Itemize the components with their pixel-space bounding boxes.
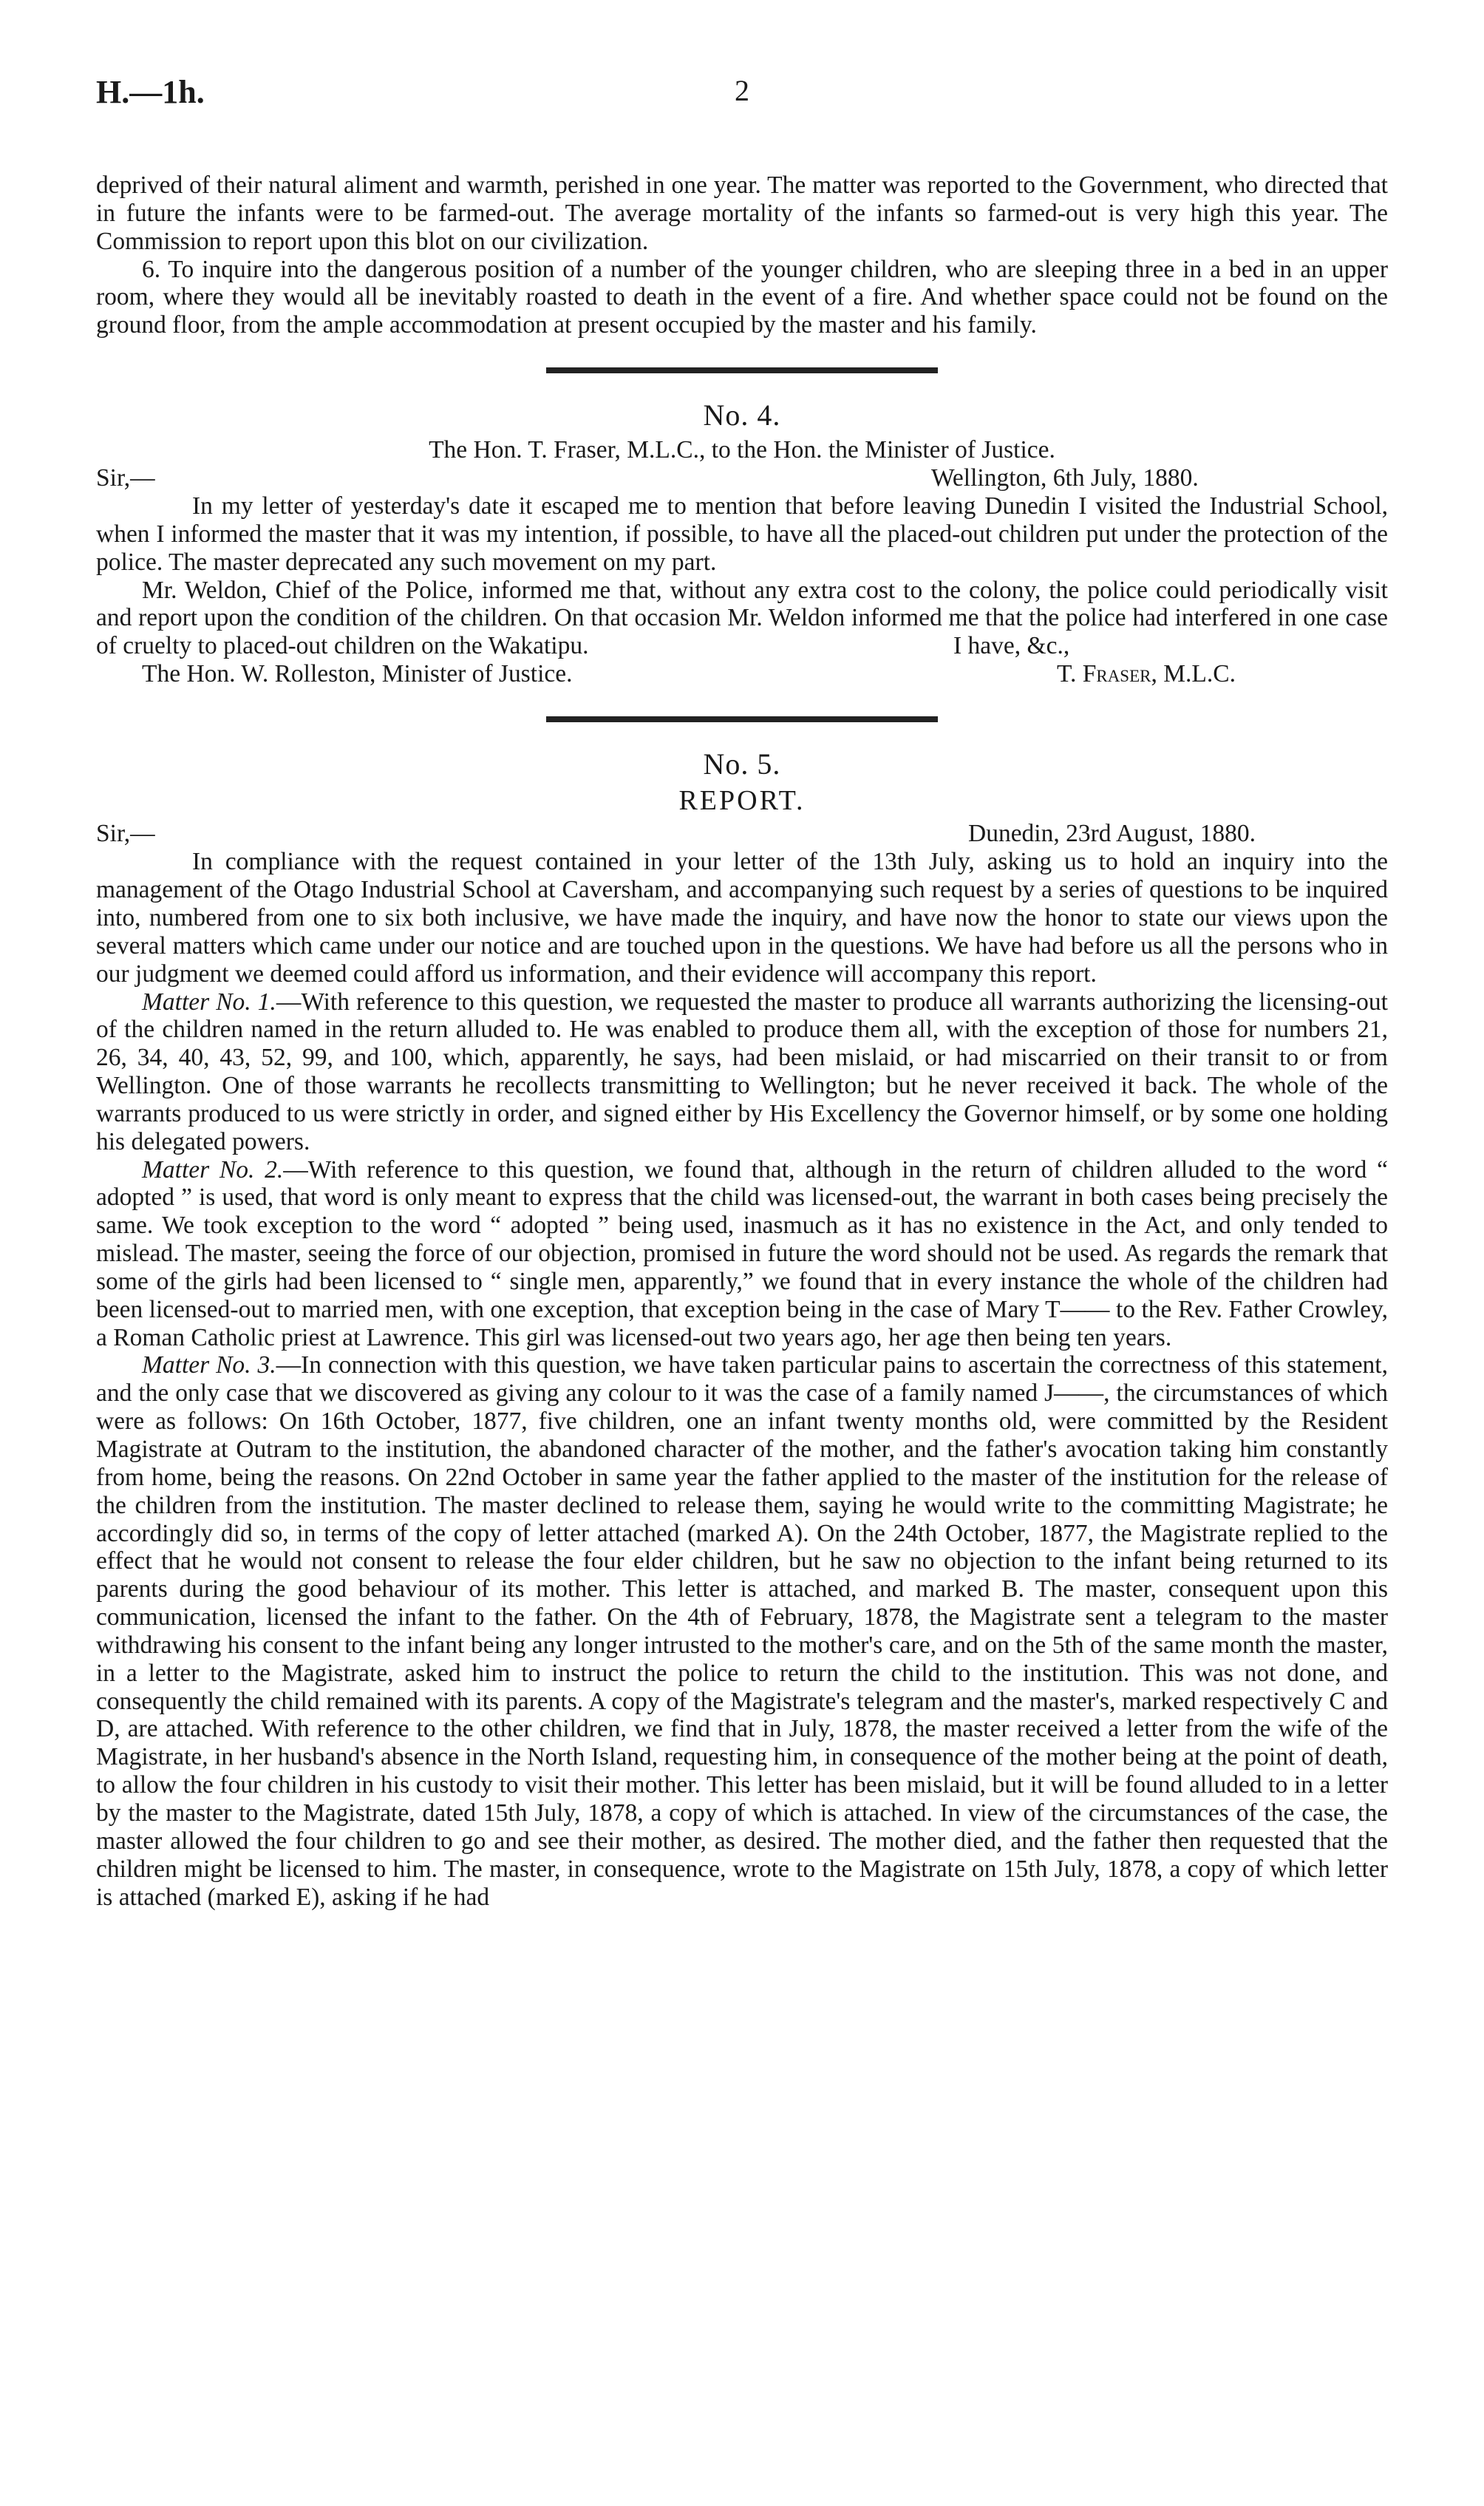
no4-closing-line	[96, 632, 1388, 660]
no4-closing: I have, &c.,	[953, 632, 1070, 660]
section-divider-2	[546, 716, 938, 722]
no4-paragraph-2: Mr. Weldon, Chief of the Police, informed me that, without any extra cost to the colony, the police could periodically visit and report upon the condition of the children. On that occasion Mr. Weldon informed me that the police had interfered in one case of cruelty to placed-out children on the Wakatipu.	[96, 576, 1388, 660]
intro-paragraph-2: 6. To inquire into the dangerous position of a number of the younger children, who are sleeping three in a bed in an upper room, where they would all be inevitably roasted to death in the event of a fire. And whether space could not be found on the ground floor, from the ample accommodation at present occupied by the master and his family.	[96, 255, 1388, 339]
no4-signature-line	[96, 660, 1388, 688]
matter-3-paragraph	[96, 1351, 1388, 1911]
matter-1-text: —With reference to this question, we requested the master to produce all warrants authorizing the licensing-out of the children named in the return alluded to. He was enabled to produce them all, with the exception of those for numbers 21, 26, 34, 40, 43, 52, 99, and 100, which, apparently, he says, had been mislaid, or had miscarried on their transit to or from Wellington. One of those warrants he recollects transmitting to Wellington; but he never received it back. The whole of the warrants produced to us were strictly in order, and signed either by His Excellency the Governor himself, or by some one holding his delegated powers.	[96, 988, 1388, 1155]
matter-3-text: —In connection with this question, we have taken particular pains to ascertain the correctness of this statement, and the only case that we discovered as giving any colour to it was the case of a family named J——, the circumstances of which were as follows: On 16th October, 1877, five children, one an infant twenty months old, were committed by the Resident Magistrate at Outram to the institution, the abandoned character of the mother, and the father's avocation taking him constantly from home, being the reasons. On 22nd October in same year the father applied to the master of the institution for the release of the children from the institution. The master declined to release them, saying he would write to the committing Magistrate; he accordingly did so, in terms of the copy of letter attached (marked A). On the 24th October, 1877, the Magistrate replied to the effect that he would not consent to release the four elder children, but he saw no objection to the infant being returned to its parents during the good behaviour of its mother. This letter is attached, and marked B. The master, consequent upon this communication, licensed the infant to the father. On the 4th of February, 1878, the Magistrate sent a telegram to the master withdrawing his consent to the infant being any longer intrusted to the mother's care, and on the 5th of the same month the master, in a letter to the Magistrate, asked him to instruct the police to return the child to the institution. This was not done, and consequently the child remained with its parents. A copy of the Magistrate's telegram and the master's, marked respectively C and D, are attached. With reference to the other children, we find that in July, 1878, the master received a letter from the wife of the Magistrate, in her husband's absence in the North Island, requesting him, in consequence of the mother being at the point of death, to allow the four children in his custody to visit their mother. This letter has been mislaid, but it will be found alluded to in a letter by the master to the Magistrate, dated 15th July, 1878, a copy of which is attached. In view of the circumstances of the case, the master allowed the four children to go and see their mother, as desired. The mother died, and the father then requested that the children might be licensed to him. The master, in consequence, wrote to the Magistrate on 15th July, 1878, a copy of which letter is attached (marked E), asking if he had	[96, 1351, 1388, 1911]
report-title: REPORT.	[678, 785, 806, 817]
matter-3-label: Matter No. 3.	[142, 1351, 276, 1379]
matter-2-paragraph	[96, 1156, 1388, 1352]
no4-place-date: Wellington, 6th July, 1880.	[931, 464, 1199, 492]
document-reference: H.—1h.	[96, 74, 205, 110]
no4-addressee: The Hon. W. Rolleston, Minister of Justice.	[142, 660, 573, 688]
no4-salutation-line	[96, 464, 1388, 492]
intro-paragraph-1: deprived of their natural aliment and warmth, perished in one year. The matter was reported to the Government, who directed that in future the infants were to be farmed-out. The average mortality of the infants so farmed-out is very high this year. The Commission to report upon this blot on our civilization.	[96, 172, 1388, 255]
no5-salutation: Sir,—	[96, 820, 155, 848]
matter-2-text: —With reference to this question, we found that, although in the return of children alluded to the word “ adopted ” is used, that word is only meant to express that the child was licensed-out, the warrant in both cases being precisely the same. We took exception to the word “ adopted ” being used, inasmuch as it has no existence in the Act, and only tended to mislead. The master, seeing the force of our objection, promised in future the word should not be used. As regards the remark that some of the girls had been licensed to “ single men, apparently,” we found that in every instance the whole of the children had been licensed-out to married men, with one exception, that exception being in the case of Mary T—— to the Rev. Father Crowley, a Roman Catholic priest at Lawrence. This girl was licensed-out two years ago, her age then being ten years.	[96, 1155, 1388, 1351]
page-number: 2	[735, 74, 749, 107]
matter-1-label: Matter No. 1.	[142, 988, 276, 1016]
no5-salutation-line	[96, 820, 1388, 848]
no5-place-date: Dunedin, 23rd August, 1880.	[968, 820, 1256, 848]
section-divider	[546, 367, 938, 373]
matter-2-label: Matter No. 2.	[142, 1155, 284, 1184]
matter-1-paragraph	[96, 988, 1388, 1156]
page-header	[96, 74, 1388, 127]
section-heading-no5: No. 5.	[703, 747, 781, 781]
no4-signature: T. Fraser, M.L.C.	[1057, 660, 1236, 688]
no5-paragraph-1: In compliance with the request contained in your letter of the 13th July, asking us to hold an inquiry into the management of the Otago Industrial School at Caversham, and accompanying such request by a series of questions to be inquired into, numbered from one to six both inclusive, we have made the inquiry, and have now the honor to state our views upon the several matters which came under our notice and are touched upon in the questions. We have had before us all the persons who in our judgment we deemed could afford us information, and their evidence will accompany this report.	[96, 848, 1388, 988]
no4-paragraph-1: In my letter of yesterday's date it escaped me to mention that before leaving Dunedin I visited the Industrial School, when I informed the master that it was my intention, if possible, to have all the placed-out children put under the protection of the police. The master deprecated any such movement on my part.	[96, 492, 1388, 576]
no4-subheading: The Hon. T. Fraser, M.L.C., to the Hon. the Minister of Justice.	[429, 436, 1055, 464]
no4-salutation: Sir,—	[96, 464, 155, 492]
section-heading-no4: No. 4.	[703, 398, 781, 432]
